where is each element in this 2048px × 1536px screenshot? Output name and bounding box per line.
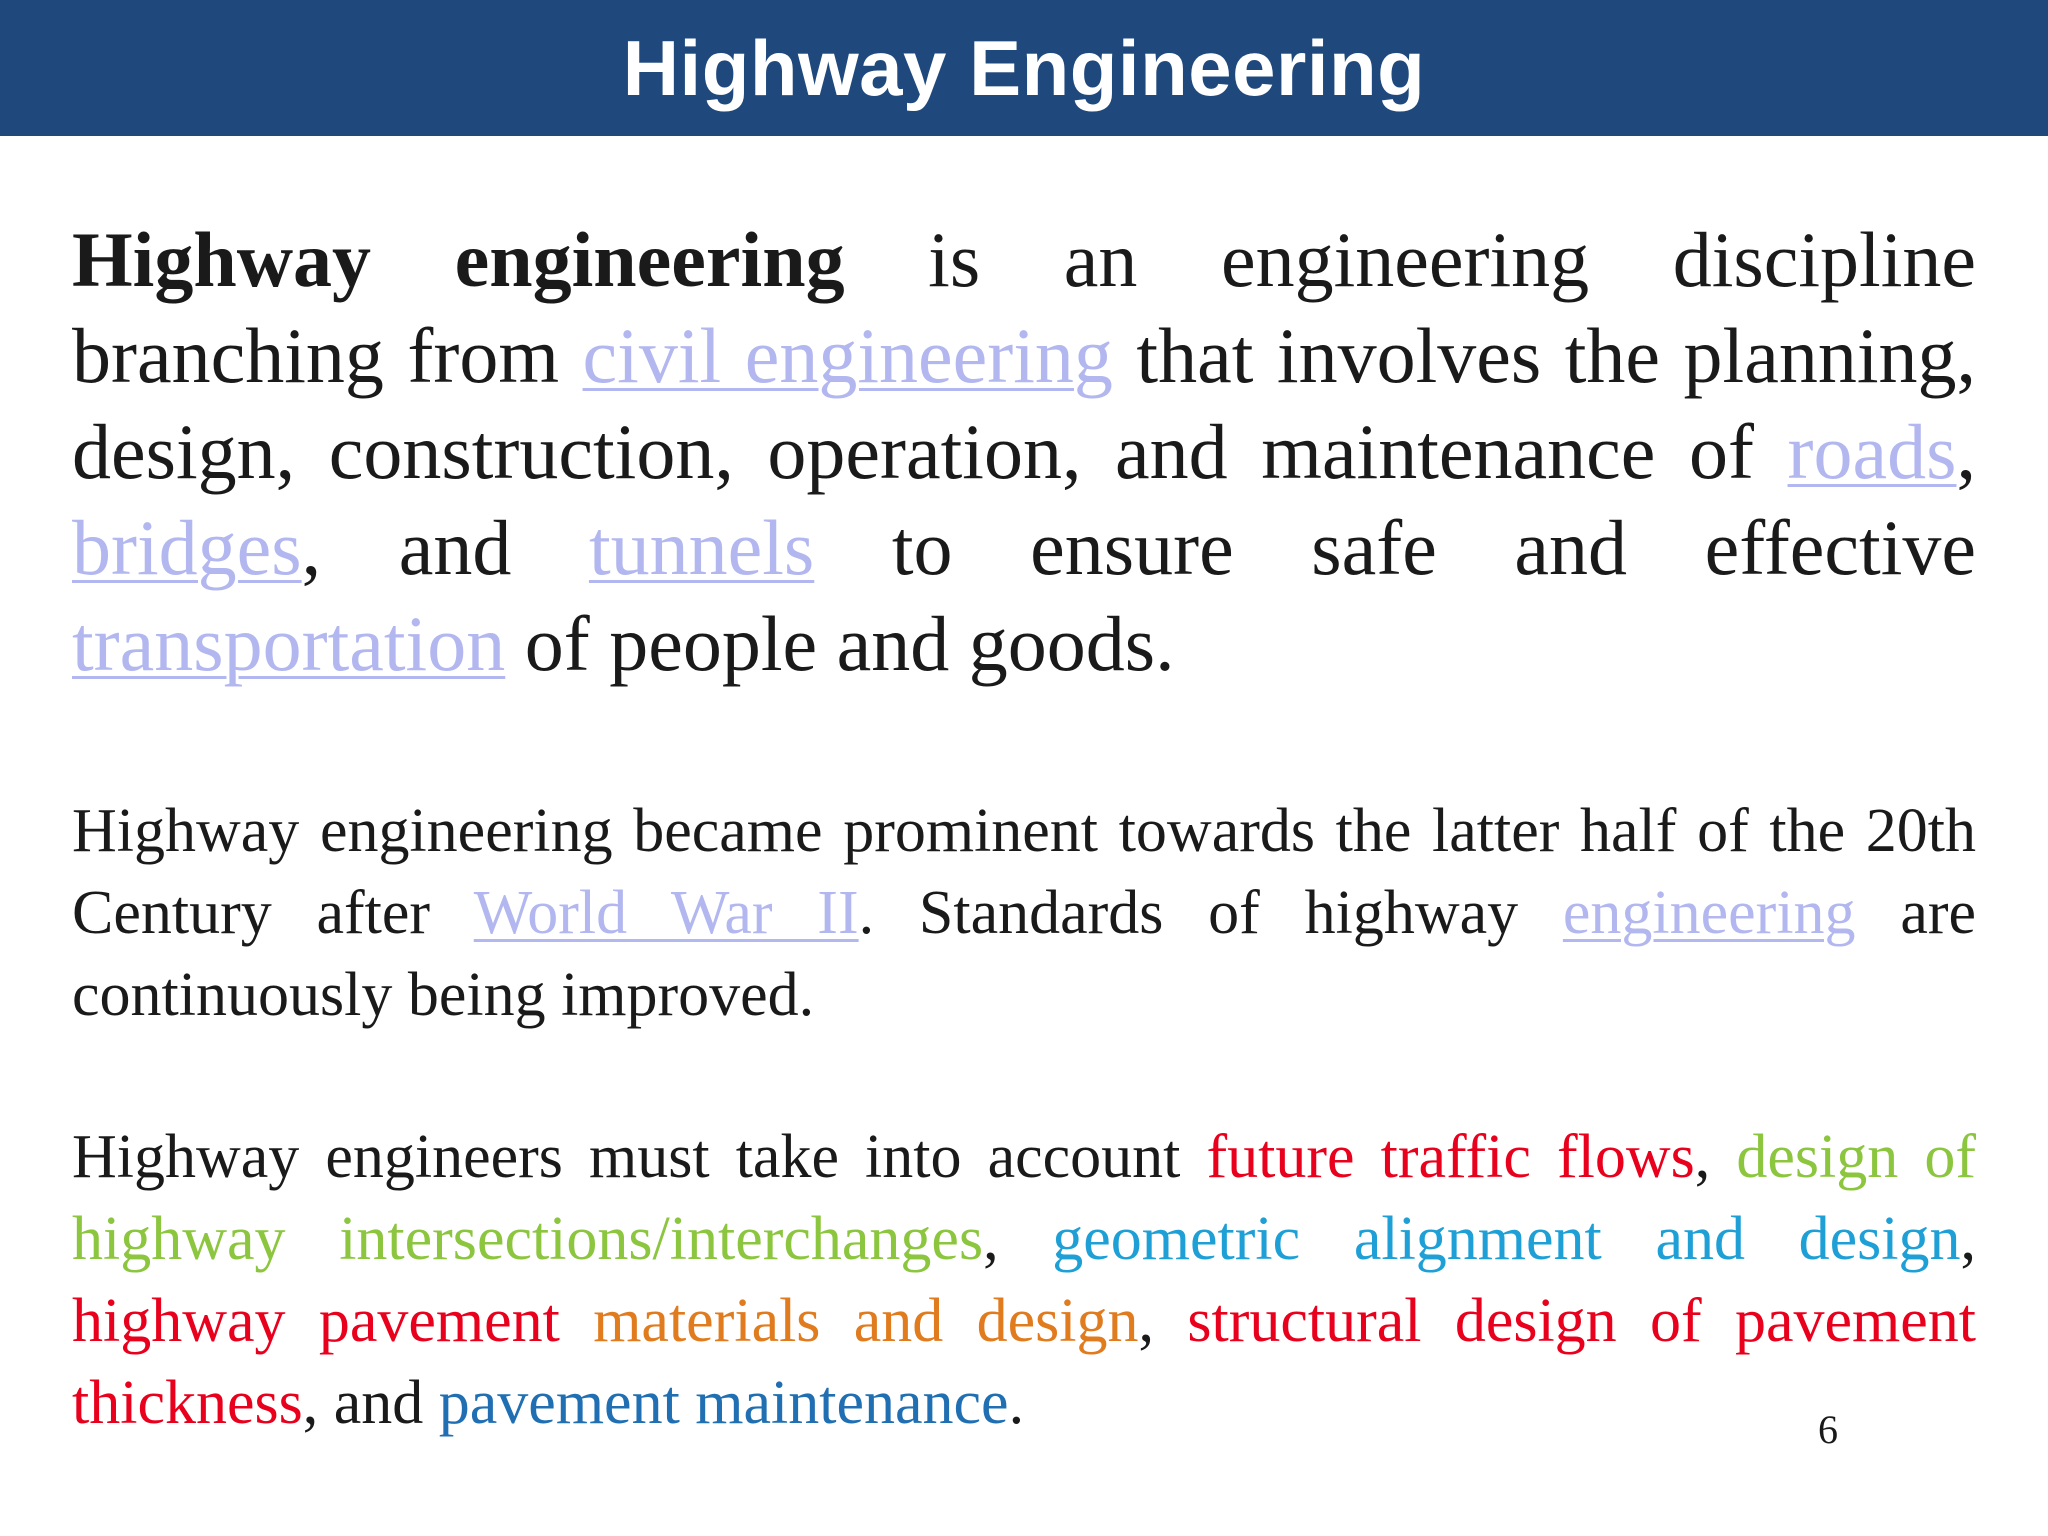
- page-number: 6: [1818, 1407, 1838, 1452]
- bold-term: Highway engineering: [72, 216, 845, 303]
- link-bridges[interactable]: bridges: [72, 504, 302, 591]
- item-geometric-alignment: geometric alignment and design: [1052, 1205, 1961, 1273]
- text-segment: Highway engineering became prominent towards the latter half of the 20th Century after: [72, 797, 1976, 947]
- separator: ,: [1138, 1287, 1188, 1355]
- item-structural-design: structural design of pavement thickness: [72, 1287, 1977, 1437]
- separator: ,: [1694, 1123, 1737, 1191]
- separator: , and: [302, 1369, 439, 1437]
- separator: ,: [983, 1205, 1053, 1273]
- item-materials-and-design: materials and design: [593, 1287, 1139, 1355]
- item-intersections-design: design of highway intersections/interchanges: [72, 1123, 1976, 1273]
- definition-paragraph: [72, 212, 1976, 692]
- separator: ,: [1960, 1205, 1977, 1273]
- item-highway-pavement: highway pavement: [72, 1287, 560, 1355]
- slide-title: Highway Engineering: [622, 23, 1426, 112]
- separator: .: [1008, 1369, 1025, 1437]
- text-segment: are continuously being improved.: [72, 879, 1977, 1029]
- considerations-paragraph: [72, 1116, 1976, 1444]
- text-segment: ,: [1956, 408, 1976, 495]
- title-bar: [0, 0, 2048, 136]
- item-future-traffic-flows: future traffic flows: [1206, 1123, 1695, 1191]
- link-transportation[interactable]: transportation: [72, 600, 506, 687]
- item-pavement-maintenance: pavement maintenance: [438, 1369, 1009, 1437]
- link-civil-engineering[interactable]: civil engineering: [582, 312, 1113, 399]
- text-segment: that involves the planning, design, construction, operation, and maintenance of: [72, 312, 1977, 495]
- text-segment: of people and goods.: [505, 600, 1175, 687]
- link-tunnels[interactable]: tunnels: [588, 504, 815, 591]
- history-paragraph: [72, 790, 1976, 1036]
- text-segment: . Standards of highway: [858, 879, 1563, 947]
- text-segment: Highway engineers must take into account: [72, 1123, 1207, 1191]
- text-segment: is an engineering discipline branching from: [72, 216, 1976, 399]
- link-engineering[interactable]: engineering: [1562, 879, 1856, 947]
- text-segment: to ensure safe and effective: [814, 504, 1977, 591]
- separator: [560, 1287, 593, 1355]
- text-segment: , and: [301, 504, 589, 591]
- link-world-war-ii[interactable]: World War II: [473, 879, 859, 947]
- link-roads[interactable]: roads: [1787, 408, 1957, 495]
